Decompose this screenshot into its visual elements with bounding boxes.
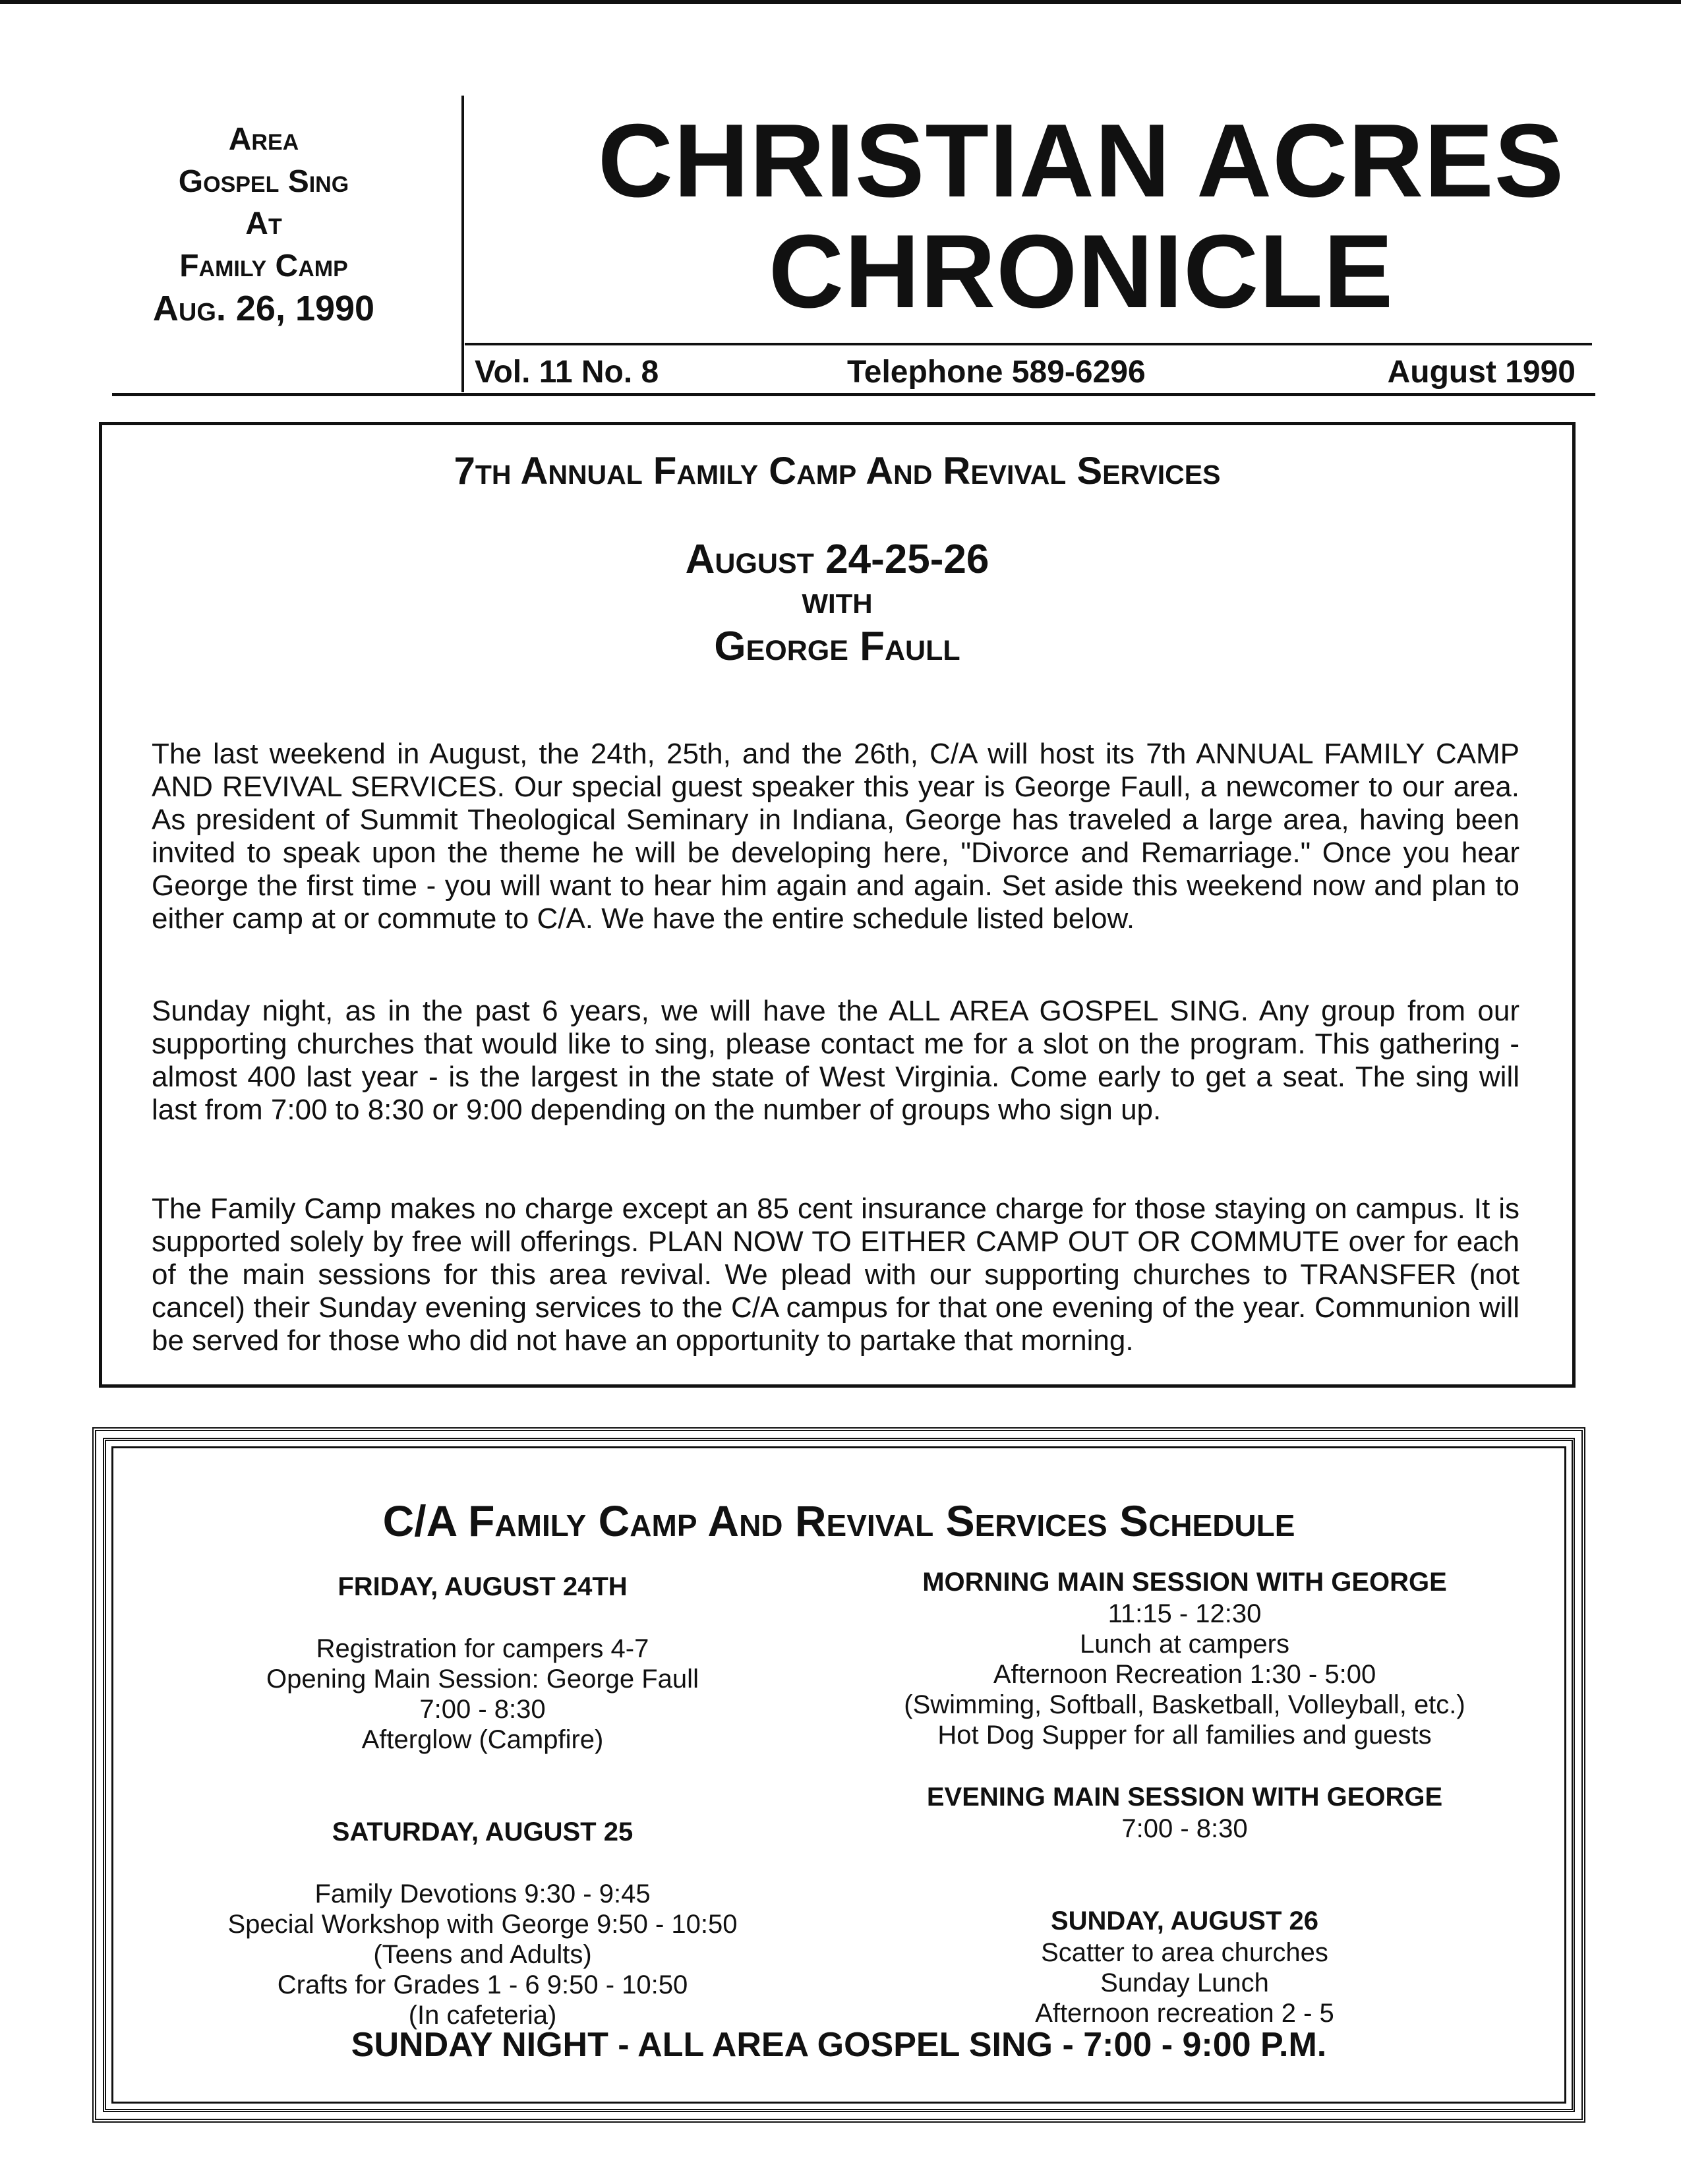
schedule-box-border [103,1438,1575,2112]
schedule-item: Crafts for Grades 1 - 6 9:50 - 10:50 [277,1970,688,1999]
schedule-item: Afternoon Recreation 1:30 - 5:00 [993,1660,1376,1689]
issue-date: August 1990 [1387,355,1576,390]
schedule-item: 7:00 - 8:30 [1121,1814,1248,1843]
ear-announcement [99,119,428,330]
schedule-item: (Teens and Adults) [373,1940,592,1969]
schedule-session-heading: MORNING MAIN SESSION WITH GEORGE [922,1568,1447,1597]
ear-line: Gospel Sing [178,164,349,199]
schedule-item: Sunday Lunch [1100,1968,1269,1997]
schedule-item: 11:15 - 12:30 [1107,1599,1262,1628]
article-paragraph: Sunday night, as in the past 6 years, we will have the ALL AREA GOSPEL SING. Any group from our supporting churches that would like to sing, please contact me for a slot on the program. This gathering - almost 400 last year - is the largest in the state of West Virginia. Come early to get a seat. The sing will last from 7:00 to 8:30 or 9:00 depending on the number of groups who sign up. [152,995,1519,1126]
schedule-item: Opening Main Session: George Faull [266,1665,699,1694]
schedule-item: 7:00 - 8:30 [419,1695,546,1724]
article-title: 7th Annual Family Camp And Revival Services [454,450,1221,492]
masthead-title-line: CHRISTIAN ACRES [597,103,1565,219]
masthead-title [465,103,1681,330]
schedule-day-heading: FRIDAY, AUGUST 24TH [338,1572,628,1601]
article-speaker: George Faull [714,624,960,669]
volume-number: Vol. 11 No. 8 [475,355,659,390]
article-box [99,422,1576,1388]
article-dates: August 24-25-26 [685,537,989,582]
telephone: Telephone 589-6296 [847,355,1146,390]
article-with: WITH [802,588,873,619]
article-paragraph: The last weekend in August, the 24th, 25th, and the 26th, C/A will host its 7th ANNUAL FAMILY CAMP AND REVIVAL SERVICES. Our special guest speaker this year is George Faull, a newcomer to our area. As president of Summit Theological Seminary in Indiana, George has traveled a large area, having been invited to speak upon the theme he will be developing here, "Divorce and Remarriage." Once you hear George the first time - you will want to hear him again and again. Set aside this weekend now and plan to either camp at or commute to C/A. We have the entire schedule listed below. [152,738,1519,935]
ear-divider [461,96,464,392]
schedule-box [92,1427,1585,2123]
ear-line: At [245,206,282,241]
schedule-day-heading: SATURDAY, AUGUST 25 [332,1817,634,1846]
schedule-item: (Swimming, Softball, Basketball, Volleyball, etc.) [904,1690,1465,1719]
schedule-item: Registration for campers 4-7 [316,1634,649,1663]
schedule-box-inner [111,1446,1566,2104]
schedule-item: Scatter to area churches [1041,1938,1328,1967]
masthead-title-line: CHRONICLE [768,214,1394,330]
schedule-item: Family Devotions 9:30 - 9:45 [314,1879,651,1908]
top-rule [0,0,1681,4]
ear-line: Area [228,122,299,157]
schedule-item: Hot Dog Supper for all families and guests [937,1721,1432,1750]
masthead-bottom-rule [112,393,1595,396]
schedule-session-heading: EVENING MAIN SESSION WITH GEORGE [926,1783,1443,1812]
schedule-day-heading: SUNDAY, AUGUST 26 [1050,1906,1319,1935]
schedule-item: Afterglow (Campfire) [361,1725,604,1754]
schedule-left-column [153,1570,812,2030]
schedule-footer: SUNDAY NIGHT - ALL AREA GOSPEL SING - 7:00 - 9:00 P.M. [351,2026,1327,2064]
schedule-title: C/A Family Camp And Revival Services Schedule [382,1496,1295,1545]
schedule-right-column [871,1566,1498,2028]
ear-line: Family Camp [179,249,348,283]
issue-info-row [475,349,1576,396]
schedule-item: Special Workshop with George 9:50 - 10:50 [227,1910,738,1939]
schedule-item: (In cafeteria) [408,2001,557,2030]
schedule-item: Afternoon recreation 2 - 5 [1035,1999,1334,2028]
schedule-item: Lunch at campers [1080,1630,1289,1659]
masthead-rule [465,343,1592,345]
article-paragraph: The Family Camp makes no charge except an 85 cent insurance charge for those staying on campus. It is supported solely by free will offerings. PLAN NOW TO EITHER CAMP OUT OR COMMUTE over for each of the main sessions for this area revival. We plead with our supporting churches to TRANSFER (not cancel) their Sunday evening services to the C/A campus for that one evening of the year. Communion will be served for those who did not have an opportunity to partake that morning. [152,1193,1519,1357]
ear-line: Aug. 26, 1990 [152,289,375,328]
